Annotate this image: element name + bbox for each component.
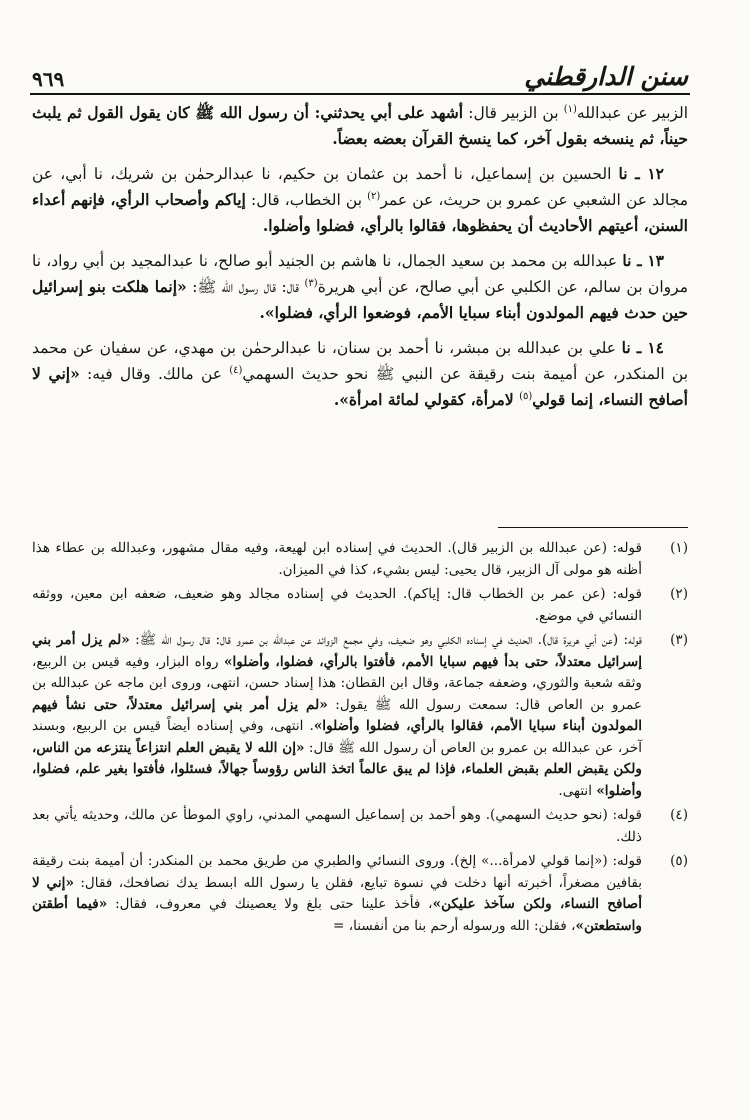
bold-text: «فيما أطقتن واستطعتن»: [32, 896, 642, 934]
text-run: عبدالله بن محمد بن سعيد الجمال، نا هاشم بن الجنيد أبو صالح، نا عبدالمجيد بن أبي رواد، نا مروان بن سالم، عن الكلبي عن أبي صالح، عن أبي هريرة: [32, 252, 689, 296]
text-run: الحسين بن إسماعيل، نا أحمد بن عثمان بن حكيم، نا عبدالرحمٰن بن شريك، نا أبي، عن مجالد عن الشعبي عن عمرو بن حريث، عن عمر: [32, 165, 688, 209]
footnote-5: [32, 851, 688, 937]
bold-text: ١٣ ـ نا: [622, 251, 664, 270]
text-run: قوله: (عن عبدالله بن الزبير قال). الحديث في إسناده ابن لهيعة، وفيه مقال مشهور، وعبدالله بن عطاء هذا أظنه هو مولى آل الزبير، قال يحيى: ليس بشيء، كذا في الميزان.: [32, 540, 642, 578]
footnote-ref: (٣): [304, 277, 318, 289]
footnote-number: (٥): [670, 853, 688, 869]
text-run: الزبير عن عبدالله: [576, 104, 688, 122]
footnote-text: [32, 630, 642, 802]
footnote-text: [32, 805, 642, 848]
running-header: [32, 58, 688, 92]
text-run: ، فأخذ علينا حتى بلغ ولا يعصينك في معروف، فقال:: [107, 896, 433, 912]
footnote-number: (٢): [670, 586, 688, 602]
footnotes: [32, 538, 688, 940]
footnote-text: [32, 538, 642, 581]
bold-text: «إني لا أصافح النساء، ولكن سآخذ عليكن»: [32, 874, 642, 912]
text-run: علي بن عبدالله بن مبشر، نا أحمد بن سنان، نا عبدالرحمٰن بن مهدي، عن سفيان عن محمد بن المنكدر، عن أميمة بنت رقيقة عن النبي ﷺ نحو حديث السهمي: [32, 339, 689, 383]
bold-text: «لم يزل أمر بني إسرائيل معتدلاً، حتى نشأ فيهم المولدون أبناء سبايا الأمم، فقالوا بالرأي، فضلوا وأضلوا»: [32, 696, 642, 734]
text-run: قوله: («إنما قولي لامرأة...» إلخ). وروى النسائي والطبري من طريق محمد بن المنكدر: أن أميمة بنت رقيقة بقافين مصغراً، أخبرته أنها دخلت في نسوة تبايع، فقلن يا رسول الله ابسط يدك نصافحك، فقال:: [32, 853, 642, 891]
text-run: عن مالك. وقال فيه:: [79, 365, 230, 383]
bold-text: «لم يزل أمر بني إسرائيل معتدلاً، حتى بدأ فيهم سبايا الأمم، فأفتوا بالرأي، فضلوا، وأضلوا»: [32, 632, 642, 670]
text-run: بن الزبير قال:: [463, 104, 564, 122]
text-run: . انتهى، وفي إسناده أيضاً قيس بن الربيع، وبسند آخر، عن عبدالله بن عمرو بن العاص أن رسول الله ﷺ قال:: [32, 718, 642, 756]
footnote-text: [32, 851, 642, 937]
bold-text: إياكم وأصحاب الرأي، فإنهم أعداء السنن، أعيتهم الأحاديث أن يحفظوها، فقالوا بالرأي، فضلوا وأضلوا.: [32, 190, 688, 235]
text-run: انتهى.: [558, 782, 597, 799]
bold-text: ١٢ ـ نا: [618, 164, 665, 183]
footnote-1: [32, 538, 688, 581]
footnote-text: [32, 584, 642, 627]
footnote-ref: (٢): [367, 190, 381, 202]
text-run: بن الخطاب، قال:: [245, 191, 368, 209]
header-rule: [30, 93, 690, 95]
text-run: رواه البزار، وفيه قيس بن الربيع، وثقه شعبة والثوري، وضعفه جماعة، وقال ابن القطان: هذا إسناد حسن، انتهى، وروى ابن ماجه عن عبدالله بن عمرو بن العاص قال: سمعت رسول الله ﷺ يقول:: [32, 653, 642, 713]
footnote-number: (١): [670, 540, 688, 556]
footnote-2: [32, 584, 688, 627]
text-run: ، فقلن: الله ورسوله أرحم بنا من أنفسنا، =: [333, 917, 576, 934]
text-run: قال: قال رسول الله ﷺ:: [186, 278, 305, 296]
bold-text: «إن الله لا يقبض العلم انتزاعاً ينتزعه من الناس، ولكن يقبض العلم بقبض العلماء، فإذا لم يبق عالماً اتخذ الناس رؤوساً جهالاً، فسئلوا، فأفتوا بغير علم، فضلوا، وأضلوا»: [32, 739, 642, 799]
footnote-ref: (٤): [229, 364, 243, 376]
bold-text: «إني لا أصافح النساء، إنما قولي: [32, 364, 688, 409]
footnote-number: (٣): [670, 632, 688, 648]
text-run: قوله: (عن أبي هريرة قال). الحديث في إسناده الكلبي وهو ضعيف، وفي مجمع الزوائد عن عبدالله بن عمرو قال: قال رسول الله ﷺ:: [129, 632, 642, 648]
bold-text: ١٤ ـ نا: [621, 338, 664, 357]
footnote-number: (٤): [670, 807, 688, 823]
hadith-14: [32, 335, 688, 413]
footnote-separator: [498, 527, 688, 528]
main-text: [32, 100, 688, 422]
hadith-13: [32, 248, 688, 326]
bold-text: أشهد على أبي يحدثني: أن رسول الله ﷺ كان يقول القول ثم يلبث حيناً، ثم ينسخه بقول آخر، كما ينسخ القرآن بعضه بعضاً.: [32, 103, 688, 148]
page-number: ٩٦٩: [32, 67, 65, 91]
text-run: قوله: (نحو حديث السهمي). وهو أحمد بن إسماعيل السهمي المدني، راوي الموطأ عن مالك، وحديثه يأتي بعد ذلك.: [32, 807, 642, 845]
text-run: قوله: (عن عمر بن الخطاب قال: إياكم). الحديث في إسناده مجالد وهو ضعيف، ضعفه ابن معين، ووثقه النسائي في موضع.: [32, 586, 642, 624]
footnote-4: [32, 805, 688, 848]
book-title: سنن الدارقطني: [524, 62, 688, 91]
footnote-ref: (٥): [519, 390, 533, 402]
footnote-ref: (١): [563, 103, 577, 115]
paragraph: [32, 100, 688, 152]
footnote-3: [32, 630, 688, 802]
bold-text: لامرأة، كقولي لمائة امرأة».: [333, 390, 520, 409]
bold-text: «إنما هلكت بنو إسرائيل حين حدث فيهم المولدون أبناء سبايا الأمم، فوضعوا الرأي، فضلوا».: [32, 277, 688, 322]
hadith-12: [32, 161, 688, 239]
